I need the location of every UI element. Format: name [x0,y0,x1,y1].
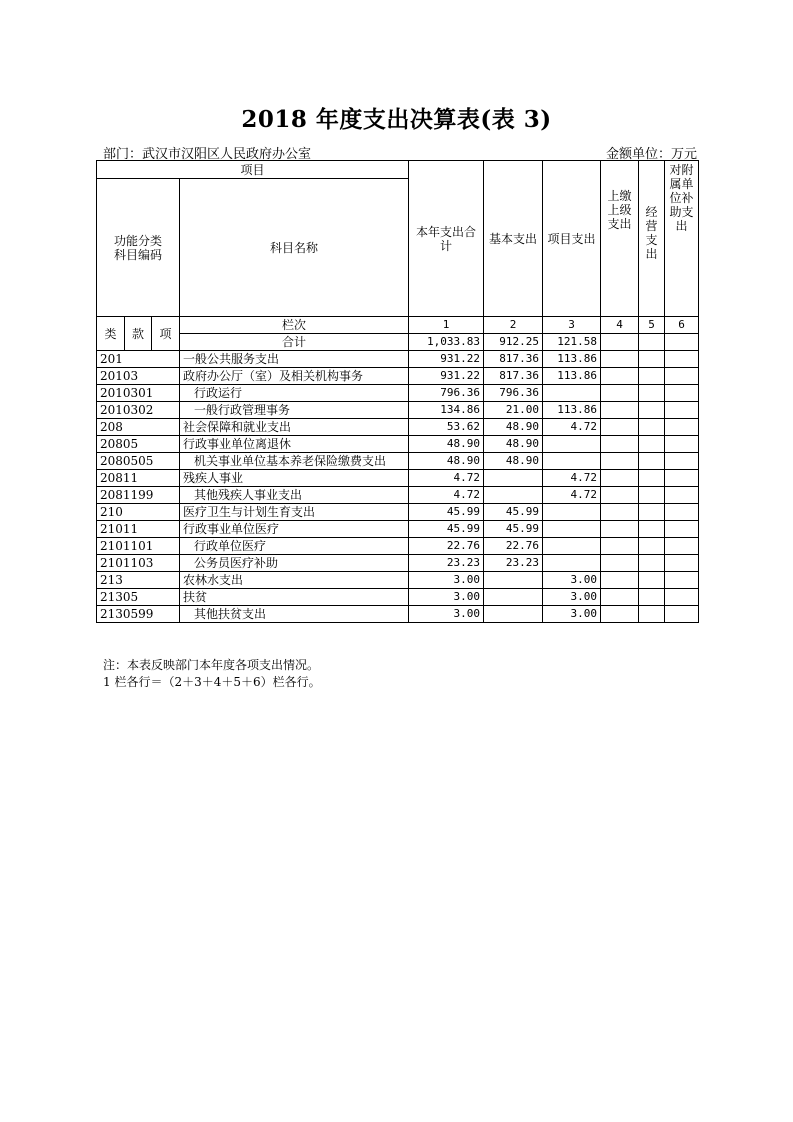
row-basic: 817.36 [484,351,543,368]
row-total: 796.36 [409,385,484,402]
row-upper [601,606,639,623]
page-title: 2018 年度支出决算表(表 3) [241,106,552,133]
row-upper [601,368,639,385]
project-header: 项目 [97,161,409,179]
row-project [543,504,601,521]
row-name: 行政事业单位医疗 [180,521,409,538]
row-project [543,436,601,453]
row-total: 3.00 [409,572,484,589]
total-label: 合计 [180,334,409,351]
table-row [97,470,699,487]
row-basic [484,606,543,623]
row-subsidy [665,351,699,368]
row-total: 23.23 [409,555,484,572]
row-total: 3.00 [409,589,484,606]
col-number-6: 6 [665,317,699,334]
row-name: 农林水支出 [180,572,409,589]
row-code: 213 [97,572,180,589]
row-operating [639,351,665,368]
row-upper [601,385,639,402]
table-row [97,572,699,589]
row-basic [484,470,543,487]
row-project: 113.86 [543,402,601,419]
row-project [543,538,601,555]
row-code: 2101103 [97,555,180,572]
row-upper [601,351,639,368]
row-subsidy [665,487,699,504]
row-code: 2080505 [97,453,180,470]
row-total: 45.99 [409,521,484,538]
row-code: 2010302 [97,402,180,419]
row-upper [601,402,639,419]
row-operating [639,470,665,487]
col-number-5: 5 [639,317,665,334]
lei-header: 类 [97,317,125,351]
row-name: 公务员医疗补助 [180,555,409,572]
row-code: 21011 [97,521,180,538]
row-subsidy [665,572,699,589]
row-total: 45.99 [409,504,484,521]
row-operating [639,555,665,572]
row-name: 社会保障和就业支出 [180,419,409,436]
row-project: 113.86 [543,351,601,368]
row-name: 一般公共服务支出 [180,351,409,368]
row-operating [639,589,665,606]
row-code: 20103 [97,368,180,385]
table-row [97,504,699,521]
row-name: 其他扶贫支出 [180,606,409,623]
row-basic: 23.23 [484,555,543,572]
row-subsidy [665,538,699,555]
row-total: 53.62 [409,419,484,436]
func-code-header: 功能分类科目编码 [97,179,180,317]
row-operating [639,606,665,623]
table-row [97,453,699,470]
row-operating [639,572,665,589]
row-subsidy [665,521,699,538]
row-project: 3.00 [543,589,601,606]
row-code: 2101101 [97,538,180,555]
row-basic: 817.36 [484,368,543,385]
row-basic: 48.90 [484,436,543,453]
row-code: 20811 [97,470,180,487]
row-code: 21305 [97,589,180,606]
department-label: 部门：武汉市汉阳区人民政府办公室 [103,147,312,162]
row-name: 其他残疾人事业支出 [180,487,409,504]
note-line: 1 栏各行＝（2＋3＋4＋5＋6）栏各行。 [103,675,321,689]
table-row [97,606,699,623]
row-basic: 22.76 [484,538,543,555]
row-project [543,555,601,572]
table-row [97,351,699,368]
col-number-4: 4 [601,317,639,334]
note-line: 注：本表反映部门本年度各项支出情况。 [103,658,320,672]
row-basic [484,572,543,589]
row-total: 931.22 [409,368,484,385]
table-body [97,351,699,623]
table-row [97,521,699,538]
row-project: 113.86 [543,368,601,385]
row-basic: 48.90 [484,419,543,436]
table-row [97,555,699,572]
row-operating [639,385,665,402]
col-operating-header: 经营支出 [639,161,665,317]
row-total: 22.76 [409,538,484,555]
row-basic: 48.90 [484,453,543,470]
row-total: 931.22 [409,351,484,368]
row-subsidy [665,470,699,487]
table-row [97,487,699,504]
row-total: 48.90 [409,453,484,470]
row-upper [601,538,639,555]
expenditure-table [96,160,699,623]
row-basic: 21.00 [484,402,543,419]
row-code: 2081199 [97,487,180,504]
col-number-1: 1 [409,317,484,334]
row-subsidy [665,589,699,606]
table-header [97,161,699,351]
row-project [543,453,601,470]
table-row [97,419,699,436]
row-project [543,521,601,538]
row-subsidy [665,504,699,521]
row-subsidy [665,555,699,572]
table-notes [103,657,321,691]
total-basic: 912.25 [484,334,543,351]
row-code: 210 [97,504,180,521]
row-upper [601,487,639,504]
xiang-header: 项 [152,317,180,351]
row-basic [484,589,543,606]
row-operating [639,436,665,453]
col-upper-header: 上缴上级支出 [601,161,639,317]
row-project: 4.72 [543,487,601,504]
row-project: 4.72 [543,419,601,436]
row-code: 2130599 [97,606,180,623]
row-name: 残疾人事业 [180,470,409,487]
table-row [97,385,699,402]
col-project-header: 项目支出 [543,161,601,317]
row-upper [601,436,639,453]
row-upper [601,555,639,572]
col-basic-header: 基本支出 [484,161,543,317]
row-upper [601,572,639,589]
row-name: 行政单位医疗 [180,538,409,555]
row-operating [639,368,665,385]
row-subsidy [665,436,699,453]
row-total: 4.72 [409,470,484,487]
subject-name-header: 科目名称 [180,179,409,317]
row-upper [601,521,639,538]
row-name: 一般行政管理事务 [180,402,409,419]
row-operating [639,504,665,521]
col-subsidy-header: 对附属单位补助支出 [665,161,699,317]
row-name: 行政事业单位离退休 [180,436,409,453]
row-basic [484,487,543,504]
col-total-header: 本年支出合计 [409,161,484,317]
row-code: 20805 [97,436,180,453]
row-upper [601,470,639,487]
row-name: 政府办公厅（室）及相关机构事务 [180,368,409,385]
row-name: 行政运行 [180,385,409,402]
total-project: 121.58 [543,334,601,351]
row-basic: 45.99 [484,504,543,521]
row-upper [601,589,639,606]
row-operating [639,402,665,419]
row-project: 4.72 [543,470,601,487]
row-basic: 796.36 [484,385,543,402]
row-project [543,385,601,402]
row-basic: 45.99 [484,521,543,538]
row-subsidy [665,385,699,402]
row-upper [601,504,639,521]
unit-label: 金额单位：万元 [605,147,697,162]
row-operating [639,521,665,538]
lanci-header: 栏次 [180,317,409,334]
row-subsidy [665,402,699,419]
row-operating [639,453,665,470]
row-name: 医疗卫生与计划生育支出 [180,504,409,521]
row-code: 208 [97,419,180,436]
row-operating [639,487,665,504]
row-total: 4.72 [409,487,484,504]
total-row [97,334,699,351]
row-subsidy [665,368,699,385]
table-row [97,589,699,606]
row-project: 3.00 [543,572,601,589]
row-project: 3.00 [543,606,601,623]
total-amount: 1,033.83 [409,334,484,351]
row-total: 48.90 [409,436,484,453]
table-row [97,538,699,555]
row-name: 机关事业单位基本养老保险缴费支出 [180,453,409,470]
kuan-header: 款 [125,317,152,351]
row-subsidy [665,419,699,436]
row-code: 2010301 [97,385,180,402]
table-row [97,368,699,385]
row-total: 134.86 [409,402,484,419]
row-name: 扶贫 [180,589,409,606]
row-operating [639,419,665,436]
row-code: 201 [97,351,180,368]
table-row [97,436,699,453]
row-subsidy [665,606,699,623]
col-number-3: 3 [543,317,601,334]
table-row [97,402,699,419]
col-number-2: 2 [484,317,543,334]
row-total: 3.00 [409,606,484,623]
row-upper [601,419,639,436]
row-operating [639,538,665,555]
row-upper [601,453,639,470]
row-subsidy [665,453,699,470]
